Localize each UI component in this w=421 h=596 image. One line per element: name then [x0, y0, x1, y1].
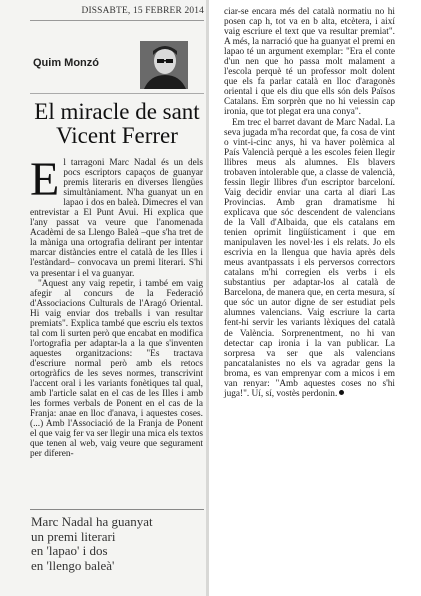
paragraph: l tarragoni Marc Nadal és un dels pocs escriptors capaços de guanyar premis literaris en diverses llengües simultàniament. N'ha guanyat un en lapao i dos en baleà. Dimecres el van entrevistar a El Punt Avui. Hi explica que l'any passat va veure que l'anomenada Acadèmi de sa Llengo Baleà –que s'ha tret de la màniga una ortografia delirant per intentar marcar distàncies entre el català de les Illes i l'estàndard– convocava un premi literari. S'hi va presentar i el va guanyar.	[30, 158, 203, 279]
paragraph: ciar-se encara més del català normatiu no hi posen cap h, tot va en b alta, etcètera, i així vaig escriure el text que va resultar premiat". A més, la narració que ha guanyat el premi en lapao té un argument exemplar: "Era el conte d'un nen que ho passa molt malament a l'escola perquè té un professor molt dolent que els fa parlar català en lloc d'aragonès oriental i que els diu que ells són dels Països Catalans. Em sorprèn que no hi veiessin cap ironia, que tot plegat era una conya".	[224, 7, 395, 118]
paragraph: "Aquest any vaig repetir, i també em vaig afegir al concurs de la Federació d'Associacions Culturals de l'Aragó Oriental. Hi vaig enviar dos treballs i van resultar premiats". Explica també que escriu els textos tal com li surten però que encabat en modifica l'ortografia per adaptar-la a la que s'inventen aquestes organitzacions: "Es tractava d'escriure normal però amb els retocs ortogràfics de les seves normes, transcrivint l'accent oral i les variants fonètiques tal qual, amb l'article salat en el cas de les Illes i amb les formes verbals de Ponent en el cas de la Franja: anae en lloc d'anava, i aquestes coses. (...) Amb l'Associació de la Franja de Ponent el que vaig fer va ser llegir una mica els textos que tenen al web, vaig veure que segurament per diferen-	[30, 278, 203, 460]
headline-line-1: El miracle de sant	[34, 99, 200, 124]
pullquote-line: en 'llengo baleà'	[31, 557, 115, 573]
paragraph	[224, 118, 395, 399]
columnist-name: Quim Monzó	[33, 57, 99, 69]
end-of-article-mark	[339, 390, 344, 395]
drop-cap: E	[30, 153, 60, 206]
article-body-left	[30, 153, 203, 460]
pullquote-line: en 'lapao' i dos	[31, 543, 108, 558]
portrait-image	[140, 41, 188, 89]
pullquote-rule	[30, 509, 204, 510]
paragraph-text: Em trec el barret davant de Marc Nadal. La seva jugada m'ha recordat que, fa cosa de vint o vint-i-cinc anys, hi va haver polèmica al País Valencià perquè a les escoles feien llegir llibres meus als alumnes. Els blavers trobaven intolerable que, a classe de valencià, fessin llegir llibres d'un escriptor barceloní. Vaig decidir enviar una carta al diari Las Provincias. Amb gran dramatisme hi explicava que sóc descendent de valencians de la Vall d'Albaida, que els catalans em tenien oprimit lingüísticament i que em manipulaven les novel·les i els relats. Jo els escrivia en la llengua que havia après dels meus avantpassats i els perversos correctors catalans m'hi corregien els verbs i els substantius per adaptar-los al català de Barcelona, de manera que, en certa mesura, sí que sóc un autor digne de ser estudiat pels alumnes valencians. Vaig escriure la carta fent-hi servir les variants lèxiques del català de València. Sorprenentment, no hi van detectar cap ironia i la van publicar. La sorpresa va ser que als valencians pancatalanistes no els va agradar gens la broma, es van emprenyar com a micos i em van renyar: "Amb aquestes coses no s'hi juga!". Uí, sí, vostès perdonin.	[224, 117, 395, 399]
top-rule	[30, 20, 204, 21]
pullquote	[31, 515, 191, 573]
page-fold-shadow	[206, 0, 209, 596]
pullquote-line: Marc Nadal ha guanyat	[31, 514, 153, 529]
pullquote-line: un premi literari	[31, 528, 116, 544]
article-body-right	[224, 7, 395, 399]
author-rule	[30, 93, 204, 94]
columnist-portrait	[140, 41, 188, 89]
headline-line-2: Vicent Ferrer	[56, 123, 178, 148]
article-headline	[31, 100, 203, 148]
dateline: DISSABTE, 15 FEBRER 2014	[81, 6, 204, 16]
